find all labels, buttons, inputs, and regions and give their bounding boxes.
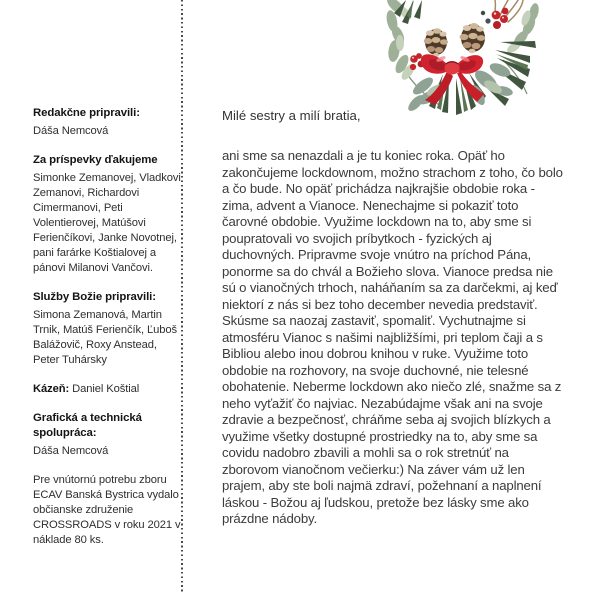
credits-section-imprint bbox=[33, 473, 183, 548]
twigs bbox=[495, 0, 523, 22]
sermon-label: Kázeň: bbox=[33, 383, 70, 395]
dotted-divider bbox=[181, 0, 183, 593]
credits-text: Simonke Zemanovej, Vladkovi Zemanovi, Richardovi Cimermanovi, Peti Volentierovej, Matúšovi Ferienčíkovi, Janke Novotnej, pani farárke Koštialovej a pánovi Milanovi Vančovi. bbox=[33, 172, 181, 274]
pinecone-right-icon bbox=[460, 23, 486, 53]
credits-section-contributors bbox=[33, 153, 183, 276]
christmas-wreath-image bbox=[383, 0, 543, 118]
credits-heading: Grafická a technická spolupráca: bbox=[33, 412, 142, 439]
credits-heading: Služby Božie pripravili: bbox=[33, 291, 156, 303]
sermon-value: Daniel Koštial bbox=[72, 383, 140, 395]
letter-content bbox=[222, 108, 564, 528]
credits-text: Dáša Nemcová bbox=[33, 445, 109, 457]
credits-text: Dáša Nemcová bbox=[33, 125, 109, 137]
imprint-text: Pre vnútornú potrebu zboru ECAV Banská Bystrica vydalo občianske združenie CROSSROADS v roku 2021 v náklade 80 ks. bbox=[33, 474, 181, 546]
credits-heading: Za príspevky ďakujeme bbox=[33, 154, 158, 166]
credits-text: Simona Zemanová, Martin Trnik, Matúš Ferienčík, Ľuboš Balážovič, Roxy Anstead, Peter Tuhársky bbox=[33, 309, 178, 366]
credits-section-services bbox=[33, 290, 183, 368]
pinecone-left-icon bbox=[424, 28, 448, 57]
salutation: Milé sestry a milí bratia, bbox=[222, 108, 361, 123]
credits-sidebar bbox=[33, 106, 183, 562]
credits-heading: Redakčne pripravili: bbox=[33, 107, 140, 119]
credits-section-graphics bbox=[33, 411, 183, 459]
credits-section-editors bbox=[33, 106, 183, 139]
credits-section-sermon bbox=[33, 382, 183, 397]
letter-body: ani sme sa nenazdali a je tu koniec roka. Opäť ho zakončujeme lockdownom, možno strachom z toho, čo bolo a čo bude. No opäť prichádza najkrajšie obdobie roka - zima, advent a Vianoce. Nenechajme si pokaziť toto čarovné obdobie. Využime lockdown na to, aby sme si poupratovali vo svojich príbytkoch - fyzických aj duchovných. Pripravme svoje vnútro na príchod Pána, ponorme sa do chvál a Božieho slova. Vianoce predsa nie sú o vianočných trhoch, naháňaním sa za darčekmi, aj keď niektorí z nás si bez toho december nevedia predstaviť. Skúsme sa naozaj zastaviť, spomaliť. Vychutnajme si atmosféru Vianoc s našimi najbližšími, pri teplom čaji a s Bibliou alebo inou dobrou knihou v ruke. Využime toto obdobie na rozhovory, na svoje duchovné, nie telesné obohatenie. Neberme lockdown ako niečo zlé, snažme sa z neho vyťažiť čo najviac. Nezabúdajme však ani na svoje zdravie a bezpečnosť, chráňme seba aj svojich blízkych a využime všetky dostupné prostriedky na to, aby sme sa covidu nadobro zbavili a mohli sa o rok stretnúť na zborovom vianočnom večierku:) Na záver vám už len prajem, aby ste boli najmä zdraví, požehnaní a naplnení láskou - Božou aj ľudskou, pretože bez lásky sme ako prázdne nádoby. bbox=[222, 148, 563, 526]
credits-text bbox=[33, 382, 183, 397]
